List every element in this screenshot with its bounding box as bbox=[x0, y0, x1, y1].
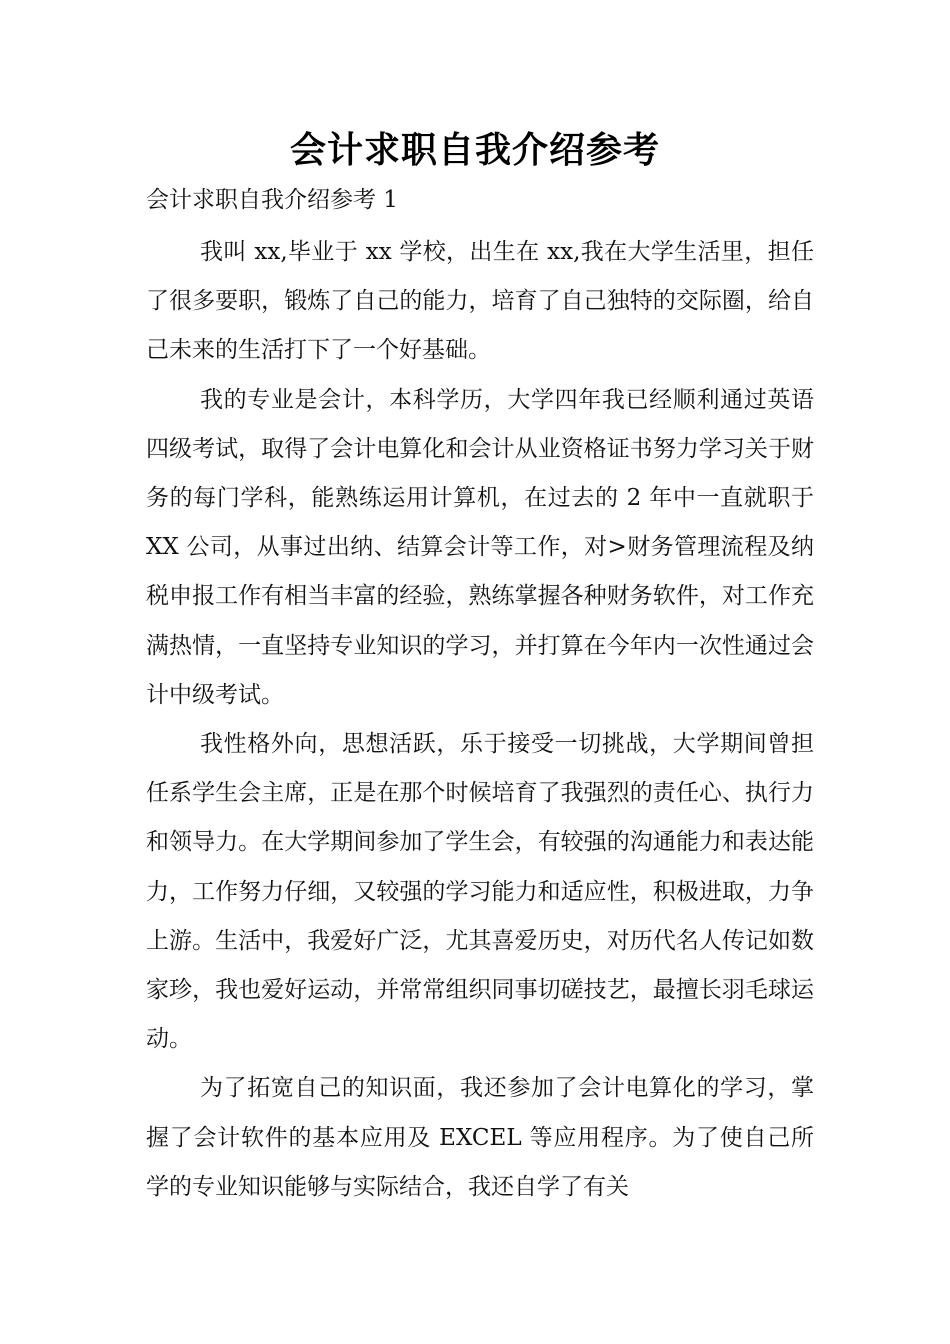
paragraph-1: 我叫 xx,毕业于 xx 学校，出生在 xx,我在大学生活里，担任了很多要职，锻炼了自己的能力，培育了自己独特的交际圈，给自己未来的生活打下了一个好基础。 bbox=[146, 239, 814, 364]
paragraph-4: 为了拓宽自己的知识面，我还参加了会计电算化的学习，掌握了会计软件的基本应用及 EXCEL 等应用程序。为了使自己所学的专业知识能够与实际结合，我还自学了有关 bbox=[146, 1075, 814, 1200]
document-title: 会计求职自我介绍参考 bbox=[289, 129, 660, 171]
paragraph-2: 我的专业是会计，本科学历，大学四年我已经顺利通过英语四级考试，取得了会计电算化和会计从业资格证书努力学习关于财务的每门学科，能熟练运用计算机，在过去的 2 年中一直就职于 XX 公司，从事过出纳、结算会计等工作，对>财务管理流程及纳税申报工作有相当丰富的经验，熟练掌握各种财务软件，对工作充满热情，一直坚持专业知识的学习，并打算在今年内一次性通过会计中级考试。 bbox=[146, 386, 814, 708]
document-subtitle: 会计求职自我介绍参考 1 bbox=[146, 187, 398, 213]
paragraph-3: 我性格外向，思想活跃，乐于接受一切挑战，大学期间曾担任系学生会主席，正是在那个时候培育了我强烈的责任心、执行力和领导力。在大学期间参加了学生会，有较强的沟通能力和表达能力，工作努力仔细，又较强的学习能力和适应性，积极进取，力争上游。生活中，我爱好广泛，尤其喜爱历史，对历代名人传记如数家珍，我也爱好运动，并常常组织同事切磋技艺，最擅长羽毛球运动。 bbox=[146, 731, 814, 1053]
document-body bbox=[146, 228, 814, 1212]
